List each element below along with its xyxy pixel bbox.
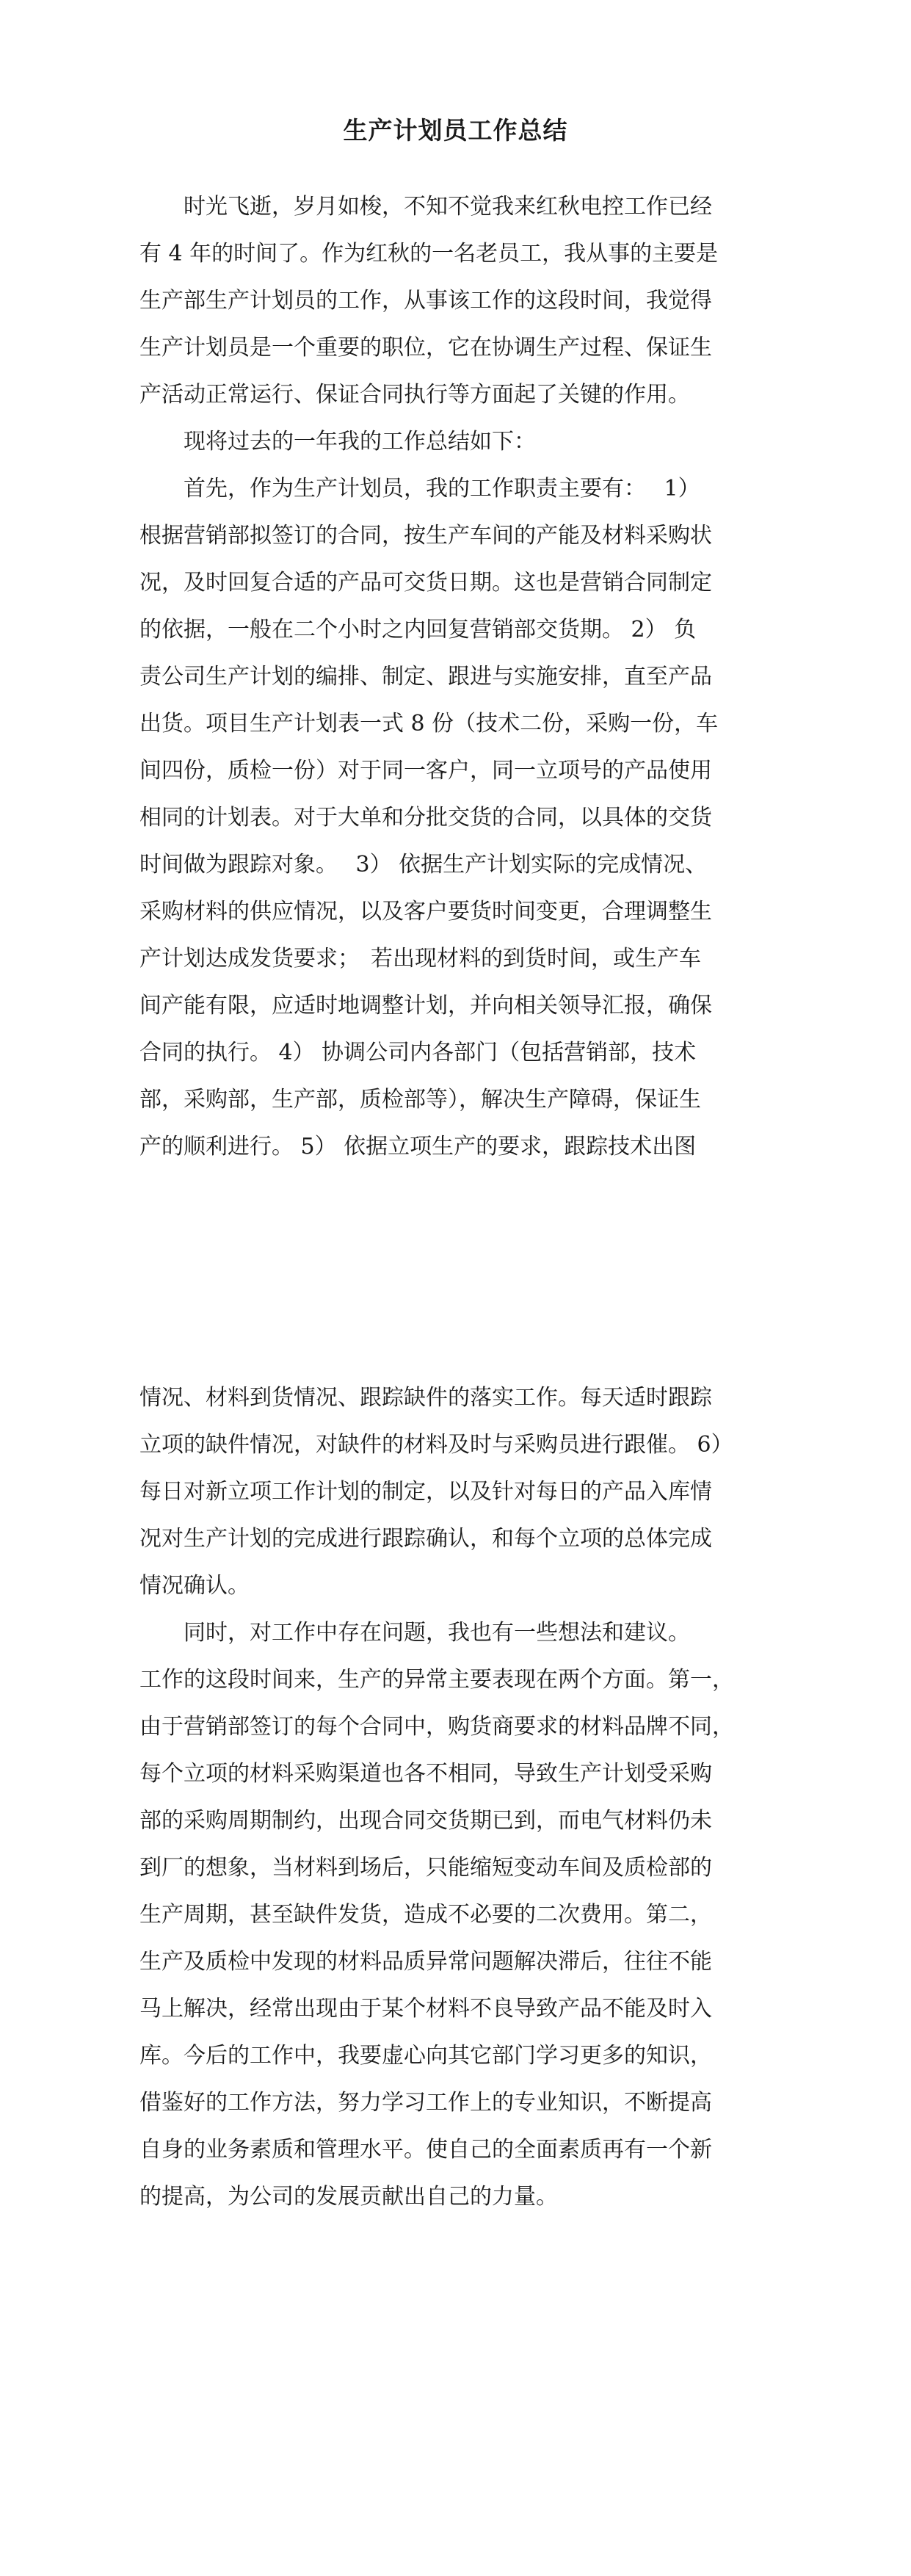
text-line: 部，采购部，生产部，质检部等），解决生产障碍，保证生 — [139, 1087, 701, 1112]
text-line: 的提高，为公司的发展贡献出自己的力量。 — [139, 2184, 558, 2210]
text-line: 马上解决，经常出现由于某个材料不良导致产品不能及时入 — [139, 1996, 712, 2022]
text-line: 采购材料的供应情况，以及客户要货时间变更，合理调整生 — [139, 899, 712, 925]
text-line: 每日对新立项工作计划的制定，以及针对每日的产品入库情 — [139, 1479, 712, 1505]
body-text-part-1 — [139, 184, 778, 1171]
text-line: 合同的执行。 4） 协调公司内各部门（包括营销部，技术 — [139, 1040, 697, 1066]
text-line: 况，及时回复合适的产品可交货日期。这也是营销合同制定 — [139, 570, 712, 596]
text-line: 库。今后的工作中，我要虚心向其它部门学习更多的知识， — [139, 2043, 712, 2069]
text-line: 有 4 年的时间了。作为红秋的一名老员工，我从事的主要是 — [139, 241, 719, 267]
text-line: 间产能有限，应适时地调整计划，并向相关领导汇报，确保 — [139, 993, 712, 1019]
text-line: 部的采购周期制约，出现合同交货期已到，而电气材料仍未 — [139, 1808, 712, 1834]
text-line: 工作的这段时间来，生产的异常主要表现在两个方面。第一， — [139, 1667, 734, 1693]
body-text-part-2 — [139, 1375, 778, 2221]
text-line: 同时，对工作中存在问题，我也有一些想法和建议。 — [139, 1620, 690, 1646]
text-line: 出货。项目生产计划表一式 8 份（技术二份，采购一份，车 — [139, 711, 719, 737]
text-line: 根据营销部拟签订的合同，按生产车间的产能及材料采购状 — [139, 523, 712, 549]
text-line: 首先，作为生产计划员，我的工作职责主要有： 1） — [139, 476, 700, 502]
text-line: 相同的计划表。对于大单和分批交货的合同，以具体的交货 — [139, 805, 712, 831]
text-line: 时光飞逝，岁月如梭，不知不觉我来红秋电控工作已经 — [139, 194, 712, 220]
text-line: 时间做为跟踪对象。 3） 依据生产计划实际的完成情况、 — [139, 852, 708, 878]
text-line: 产活动正常运行、保证合同执行等方面起了关键的作用。 — [139, 382, 690, 408]
text-line: 况对生产计划的完成进行跟踪确认，和每个立项的总体完成 — [139, 1526, 712, 1552]
text-line: 情况、材料到货情况、跟踪缺件的落实工作。每天适时跟踪 — [139, 1385, 712, 1411]
text-line: 由于营销部签订的每个合同中，购货商要求的材料品牌不同， — [139, 1714, 734, 1740]
document-title: 生产计划员工作总结 — [343, 116, 568, 145]
text-line: 立项的缺件情况，对缺件的材料及时与采购员进行跟催。 6） — [139, 1432, 733, 1458]
text-line: 生产计划员是一个重要的职位，它在协调生产过程、保证生 — [139, 335, 712, 361]
text-line: 自身的业务素质和管理水平。使自己的全面素质再有一个新 — [139, 2137, 712, 2163]
text-line: 到厂的想象，当材料到场后，只能缩短变动车间及质检部的 — [139, 1855, 712, 1881]
text-line: 生产部生产计划员的工作，从事该工作的这段时间，我觉得 — [139, 288, 712, 314]
text-line: 现将过去的一年我的工作总结如下： — [139, 429, 536, 455]
text-line: 生产及质检中发现的材料品质异常问题解决滞后，往往不能 — [139, 1949, 712, 1975]
text-line: 产计划达成发货要求； 若出现材料的到货时间，或生产车 — [139, 946, 701, 972]
text-line: 的依据，一般在二个小时之内回复营销部交货期。 2） 负 — [139, 617, 697, 643]
text-line: 每个立项的材料采购渠道也各不相同，导致生产计划受采购 — [139, 1761, 712, 1787]
text-line: 责公司生产计划的编排、制定、跟进与实施安排，直至产品 — [139, 664, 712, 690]
text-line: 产的顺利进行。 5） 依据立项生产的要求，跟踪技术出图 — [139, 1134, 697, 1159]
text-line: 情况确认。 — [139, 1573, 250, 1599]
text-line: 生产周期，甚至缺件发货，造成不必要的二次费用。第二， — [139, 1902, 712, 1928]
text-line: 借鉴好的工作方法，努力学习工作上的专业知识，不断提高 — [139, 2090, 712, 2116]
text-line: 间四份，质检一份）对于同一客户，同一立项号的产品使用 — [139, 758, 712, 784]
